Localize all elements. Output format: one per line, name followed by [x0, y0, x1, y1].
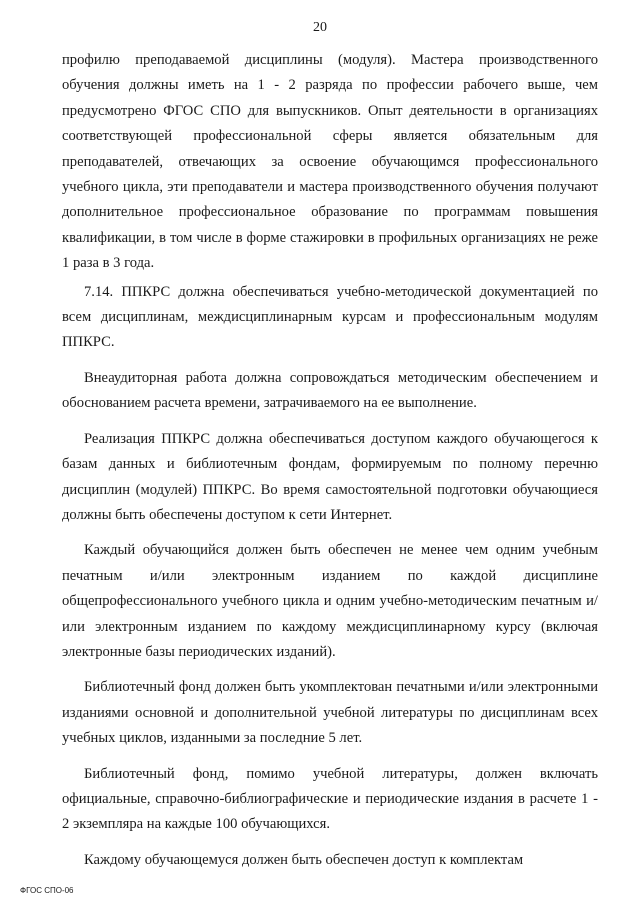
paragraph-access-kits: Каждому обучающемуся должен быть обеспечен доступ к комплектам [84, 851, 524, 868]
footer-document-code: ФГОС СПО-06 [20, 886, 74, 895]
paragraph-extracurricular-work: Внеаудиторная работа должна сопровождаться методическим обеспечением и обоснованием расчета времени, затрачиваемого на ее выполнение. [62, 369, 598, 412]
paragraph-section-7-14: 7.14. ППКРС должна обеспечиваться учебно-методической документацией по всем дисциплинам, междисциплинарным курсам и профессиональным модулям ППКРС. [62, 283, 598, 351]
page-number: 20 [313, 20, 327, 35]
paragraph-library-periodicals: Библиотечный фонд, помимо учебной литературы, должен включать официальные, справочно-библиографические и периодические издания в расчете 1 - 2 экземпляра на каждые 100 обучающихся. [62, 765, 598, 833]
paragraph-staff-qualification: профилю преподаваемой дисциплины (модуля). Мастера производственного обучения должны иметь на 1 - 2 разряда по профессии рабочего выше, чем предусмотрено ФГОС СПО для выпускников. Опыт деятельности в организациях соответствующей профессиональной сферы является обязательным для преподавателей, отвечающих за освоение обучающимся профессионального учебного цикла, эти преподаватели и мастера производственного обучения получают дополнительное профессиональное образование по программам повышения квалификации, в том числе в форме стажировки в профильных организациях не реже 1 раза в 3 года. [62, 52, 598, 272]
paragraph-database-access: Реализация ППКРС должна обеспечиваться доступом каждого обучающегося к базам данных и библиотечным фондам, формируемым по полному перечню дисциплин (модулей) ППКРС. Во время самостоятельной подготовки обучающиеся должны быть обеспечены доступом к сети Интернет. [62, 430, 598, 523]
document-body [62, 48, 598, 873]
paragraph-textbook-provision: Каждый обучающийся должен быть обеспечен не менее чем одним учебным печатным и/или электронным изданием по каждой дисциплине общепрофессионального учебного цикла и одним учебно-методическим печатным и/или электронным изданием по каждому междисциплинарному курсу (включая электронные базы периодических изданий). [62, 542, 598, 660]
paragraph-library-fund: Библиотечный фонд должен быть укомплектован печатными и/или электронными изданиями основной и дополнительной учебной литературы по дисциплинам всех учебных циклов, изданными за последние 5 лет. [62, 679, 598, 747]
